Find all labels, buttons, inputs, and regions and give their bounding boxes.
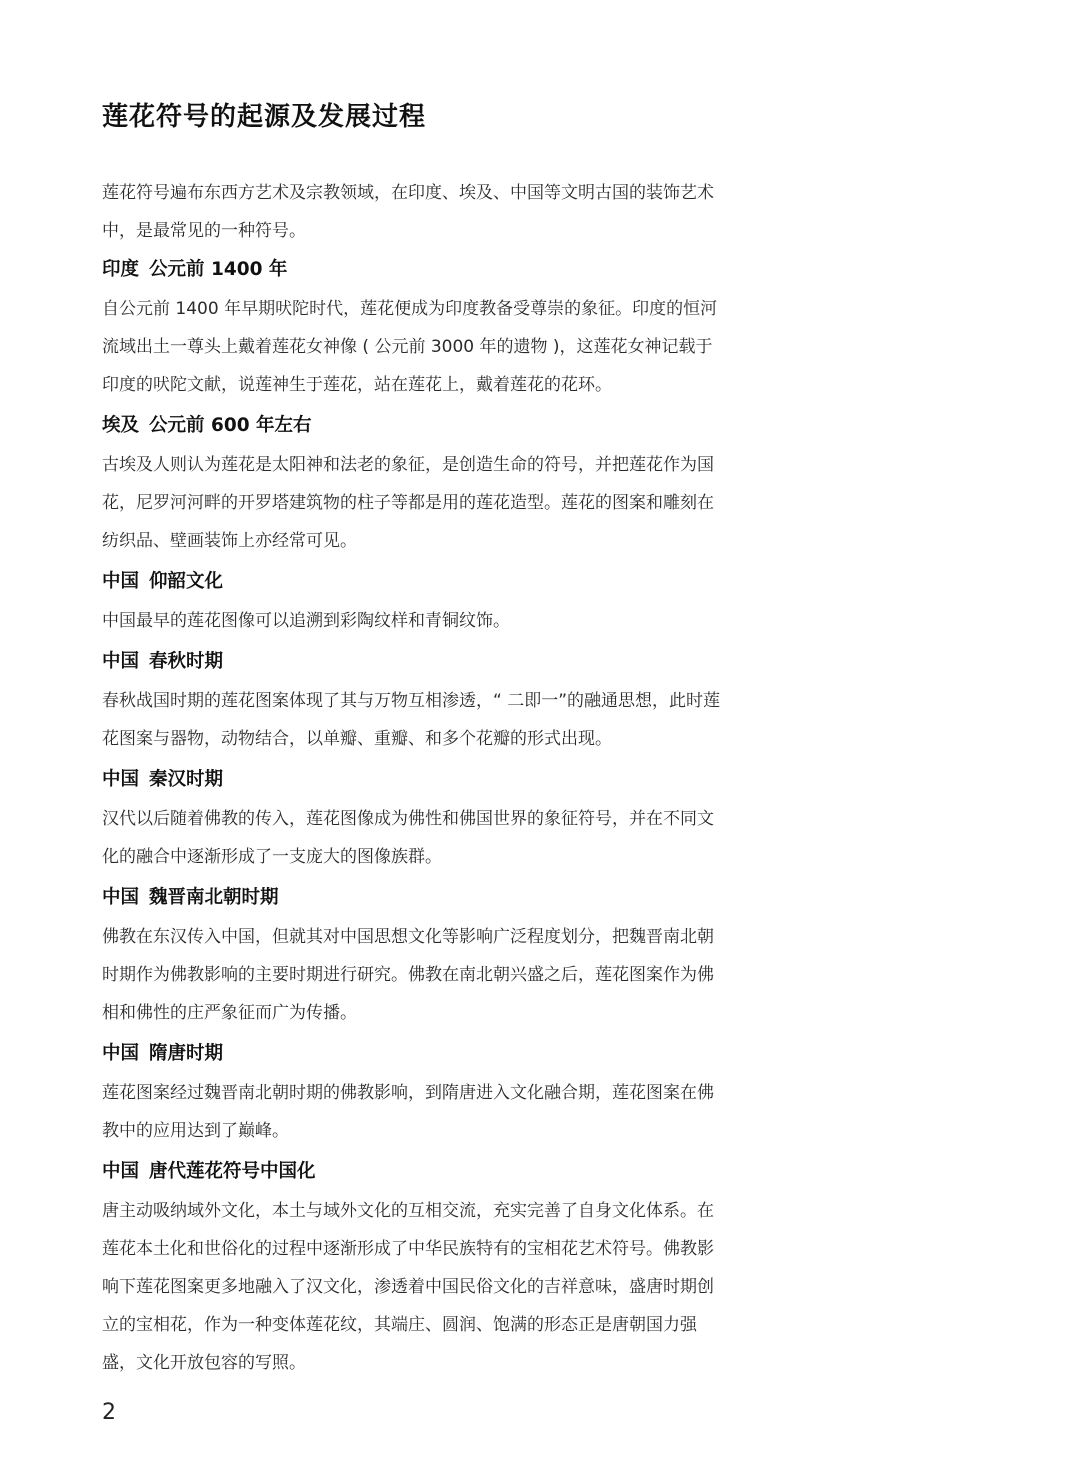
section-region: 中国 bbox=[102, 571, 140, 592]
section-period: 秦汉时期 bbox=[149, 769, 224, 790]
section-heading bbox=[102, 252, 722, 288]
section-heading bbox=[102, 564, 722, 600]
section-china-suitang bbox=[102, 1036, 722, 1150]
section-text: 自公元前 1400 年早期吠陀时代，莲花便成为印度教备受尊崇的象征。印度的恒河流域出土一尊头上戴着莲花女神像 ( 公元前 3000 年的遗物 )，这莲花女神记载于印度的吠陀文献，说莲神生于莲花，站在莲花上，戴着莲花的花环。 bbox=[102, 299, 718, 395]
section-india bbox=[102, 252, 722, 404]
section-heading bbox=[102, 880, 722, 916]
section-heading bbox=[102, 644, 722, 680]
section-china-yangshao bbox=[102, 564, 722, 640]
article-body bbox=[102, 174, 722, 1425]
section-egypt bbox=[102, 408, 722, 560]
section-china-weijin bbox=[102, 880, 722, 1032]
section-heading bbox=[102, 1154, 722, 1190]
section-heading bbox=[102, 408, 722, 444]
section-period: 春秋时期 bbox=[149, 651, 224, 672]
section-text: 莲花图案经过魏晋南北朝时期的佛教影响，到隋唐进入文化融合期，莲花图案在佛教中的应用达到了巅峰。 bbox=[102, 1083, 714, 1141]
section-period: 公元前 600 年左右 bbox=[149, 415, 312, 436]
section-china-chunqiu bbox=[102, 644, 722, 758]
section-region: 中国 bbox=[102, 769, 140, 790]
section-region: 中国 bbox=[102, 651, 140, 672]
section-text: 汉代以后随着佛教的传入，莲花图像成为佛性和佛国世界的象征符号，并在不同文化的融合中逐渐形成了一支庞大的图像族群。 bbox=[102, 809, 714, 867]
section-period: 仰韶文化 bbox=[149, 571, 224, 592]
section-heading bbox=[102, 762, 722, 798]
section-region: 中国 bbox=[102, 887, 140, 908]
page-number: 2 bbox=[102, 1400, 116, 1425]
section-period: 隋唐时期 bbox=[149, 1043, 224, 1064]
intro-paragraph: 莲花符号遍布东西方艺术及宗教领域，在印度、埃及、中国等文明古国的装饰艺术中，是最常见的一种符号。 bbox=[102, 183, 714, 241]
section-region: 中国 bbox=[102, 1043, 140, 1064]
section-text: 中国最早的莲花图像可以追溯到彩陶纹样和青铜纹饰。 bbox=[102, 611, 510, 631]
section-region: 印度 bbox=[102, 259, 140, 280]
section-period: 魏晋南北朝时期 bbox=[149, 887, 279, 908]
section-region: 中国 bbox=[102, 1161, 140, 1182]
section-china-tang bbox=[102, 1154, 722, 1382]
section-text: 唐主动吸纳域外文化，本土与域外文化的互相交流，充实完善了自身文化体系。在莲花本土化和世俗化的过程中逐渐形成了中华民族特有的宝相花艺术符号。佛教影响下莲花图案更多地融入了汉文化，渗透着中国民俗文化的吉祥意味，盛唐时期创立的宝相花，作为一种变体莲花纹，其端庄、圆润、饱满的形态正是唐朝国力强盛，文化开放包容的写照。 bbox=[102, 1201, 714, 1373]
page-title: 莲花符号的起源及发展过程 bbox=[102, 102, 427, 132]
section-period: 唐代莲花符号中国化 bbox=[149, 1161, 316, 1182]
section-period: 公元前 1400 年 bbox=[149, 259, 288, 280]
section-region: 埃及 bbox=[102, 415, 140, 436]
section-heading bbox=[102, 1036, 722, 1072]
section-text: 春秋战国时期的莲花图案体现了其与万物互相渗透，“ 二即一”的融通思想，此时莲花图案与器物，动物结合，以单瓣、重瓣、和多个花瓣的形式出现。 bbox=[102, 691, 721, 749]
section-china-qinhan bbox=[102, 762, 722, 876]
section-text: 佛教在东汉传入中国，但就其对中国思想文化等影响广泛程度划分，把魏晋南北朝时期作为佛教影响的主要时期进行研究。佛教在南北朝兴盛之后，莲花图案作为佛相和佛性的庄严象征而广为传播。 bbox=[102, 927, 714, 1023]
section-text: 古埃及人则认为莲花是太阳神和法老的象征，是创造生命的符号，并把莲花作为国花，尼罗河河畔的开罗塔建筑物的柱子等都是用的莲花造型。莲花的图案和雕刻在纺织品、壁画装饰上亦经常可见。 bbox=[102, 455, 714, 551]
